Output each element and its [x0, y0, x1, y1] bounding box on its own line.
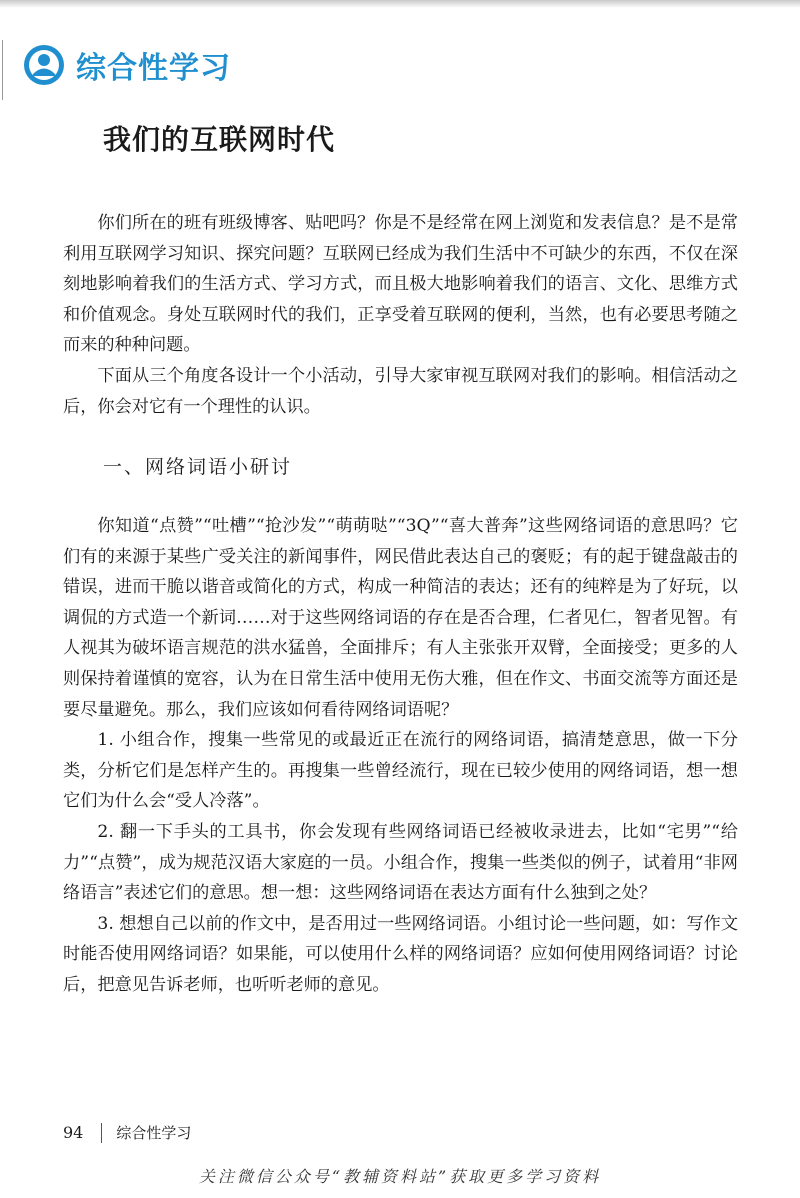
- section-header: [22, 40, 231, 90]
- scan-shadow: [0, 0, 800, 8]
- activity-item-2: 2. 翻一下手头的工具书，你会发现有些网络词语已经被收录进去，比如“宅男”“给力”“点赞”，成为规范汉语大家庭的一员。小组合作，搜集一些类似的例子，试着用“非网络语言”表述它们的意思。想一想：这些网络词语在表达方面有什么独到之处？: [63, 821, 738, 904]
- page-footer: [63, 1122, 191, 1143]
- margin-rule: [2, 40, 3, 100]
- activity-item-3: 3. 想想自己以前的作文中，是否用过一些网络词语。小组讨论一些问题，如：写作文时能否使用网络词语？如果能，可以使用什么样的网络词语？应如何使用网络词语？讨论后，把意见告诉老师，也听听老师的意见。: [63, 913, 739, 995]
- header-title: 综合性学习: [76, 51, 231, 86]
- page-title: 我们的互联网时代: [103, 123, 336, 156]
- intro-paragraph: 下面从三个角度各设计一个小活动，引导大家审视互联网对我们的影响。相信活动之后，你会对它有一个理性的认识。: [63, 365, 738, 417]
- intro-text: [63, 208, 738, 422]
- page-number: 94: [63, 1123, 84, 1142]
- body-paragraph: 你知道“点赞”“吐槽”“抢沙发”“萌萌哒”“3Q”“喜大普奔”这些网络词语的意思吗？它们有的来源于某些广受关注的新闻事件，网民借此表达自己的褒贬；有的起于键盘敲击的错误，进而干脆以谐音或简化的方式，构成一种简洁的表达；还有的纯粹是为了好玩，以调侃的方式造一个新词……对于这些网络词语的存在是否合理，仁者见仁，智者见智。有人视其为破坏语言规范的洪水猛兽，全面排斥；有人主张张开双臂，全面接受；更多的人则保持着谨慎的宽容，认为在日常生活中使用无伤大雅，但在作文、书面交流等方面还是要尽量避免。那么，我们应该如何看待网络词语呢？: [63, 516, 738, 720]
- section-body: [63, 511, 738, 1001]
- intro-paragraph: 你们所在的班有班级博客、贴吧吗？你是不是经常在网上浏览和发表信息？是不是常利用互联网学习知识、探究问题？互联网已经成为我们生活中不可缺少的东西，不仅在深刻地影响着我们的生活方式、学习方式，而且极大地影响着我们的语言、文化、思维方式和价值观念。身处互联网时代的我们，正享受着互联网的便利，当然，也有必要思考随之而来的种种问题。: [63, 213, 738, 356]
- footer-label: 综合性学习: [116, 1124, 192, 1142]
- section-heading: 一、网络词语小研讨: [103, 456, 293, 478]
- activity-item-1: 1. 小组合作，搜集一些常见的或最近正在流行的网络词语，搞清楚意思，做一下分类，分析它们是怎样产生的。再搜集一些曾经流行，现在已较少使用的网络词语，想一想它们为什么会“受人冷落”。: [63, 730, 738, 812]
- person-circle-icon: [22, 43, 66, 87]
- watermark-text: 关注微信公众号“教辅资料站”获取更多学习资料: [198, 1167, 602, 1186]
- footer-divider: [101, 1123, 102, 1143]
